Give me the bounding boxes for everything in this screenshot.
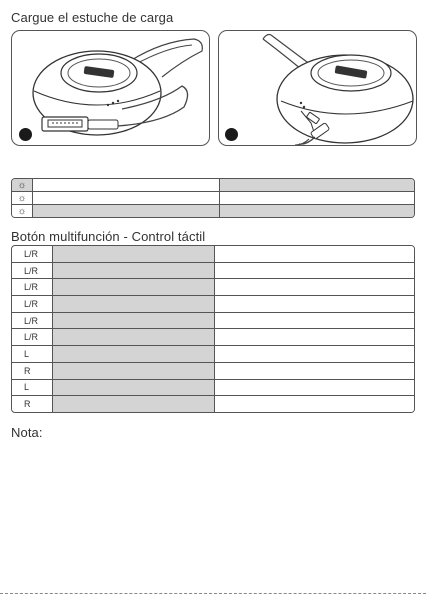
table-row [12, 278, 414, 295]
table-row [12, 295, 414, 312]
table-row [12, 328, 414, 345]
led-row [12, 191, 414, 204]
operation-cell [53, 313, 215, 329]
earbud-side-cell: R [12, 363, 53, 379]
sun-icon: ☼ [12, 179, 33, 191]
function-cell [215, 329, 414, 345]
charging-case-drawing [12, 31, 209, 145]
table-row [12, 379, 414, 396]
charging-port-drawing [219, 31, 416, 145]
table-row [12, 395, 414, 412]
function-cell [215, 380, 414, 396]
multifunction-control-table [11, 245, 415, 413]
function-cell [215, 263, 414, 279]
operation-cell [53, 380, 215, 396]
earbud-side-cell: L [12, 380, 53, 396]
earbud-side-cell: L/R [12, 329, 53, 345]
led-state-cell [220, 205, 414, 217]
led-state-cell [220, 179, 414, 191]
section-title-charging: Cargue el estuche de carga [11, 10, 174, 25]
table-row [12, 246, 414, 262]
earbud-side-cell: L [12, 346, 53, 362]
table-row [12, 262, 414, 279]
operation-cell [53, 296, 215, 312]
operation-cell [53, 246, 215, 262]
led-state-cell [220, 192, 414, 204]
earbud-side-cell: L/R [12, 246, 53, 262]
table-row [12, 362, 414, 379]
led-description-cell [33, 179, 220, 191]
earbud-side-cell: L/R [12, 263, 53, 279]
led-row [12, 179, 414, 191]
function-cell [215, 313, 414, 329]
page-cut-line [0, 593, 426, 594]
operation-cell [53, 329, 215, 345]
operation-cell [53, 346, 215, 362]
led-row [12, 204, 414, 217]
section-title-multifunction: Botón multifunción - Control táctil [11, 229, 206, 244]
led-description-cell [33, 192, 220, 204]
sun-icon: ☼ [12, 192, 33, 204]
operation-cell [53, 396, 215, 412]
illustration-charging-port [218, 30, 417, 146]
step-2-marker [225, 128, 238, 141]
table-row [12, 312, 414, 329]
function-cell [215, 296, 414, 312]
earbud-side-cell: L/R [12, 279, 53, 295]
function-cell [215, 346, 414, 362]
earbud-side-cell: L/R [12, 296, 53, 312]
operation-cell [53, 363, 215, 379]
earbud-side-cell: R [12, 396, 53, 412]
function-cell [215, 396, 414, 412]
led-indicator-table [11, 178, 415, 218]
operation-cell [53, 263, 215, 279]
function-cell [215, 279, 414, 295]
table-row [12, 345, 414, 362]
led-description-cell [33, 205, 220, 217]
note-title: Nota: [11, 425, 43, 440]
illustration-charging-case-cable [11, 30, 210, 146]
earbud-side-cell: L/R [12, 313, 53, 329]
sun-icon: ☼ [12, 205, 33, 217]
function-cell [215, 246, 414, 262]
step-1-marker [19, 128, 32, 141]
operation-cell [53, 279, 215, 295]
function-cell [215, 363, 414, 379]
